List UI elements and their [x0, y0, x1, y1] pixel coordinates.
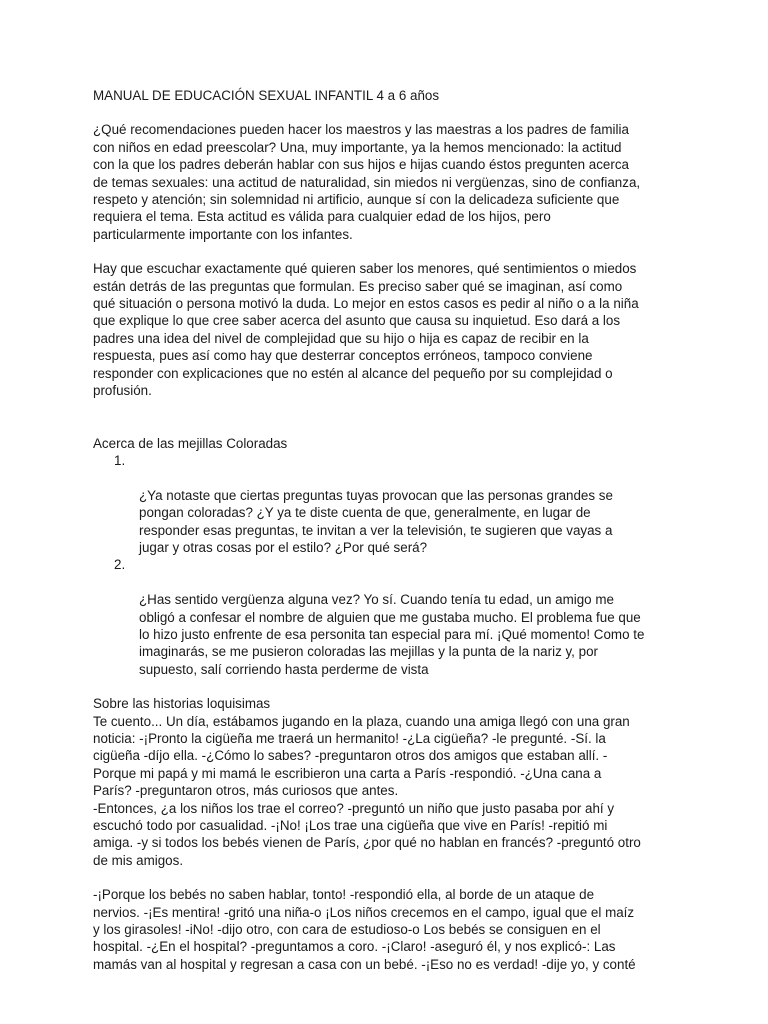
spacer — [93, 869, 688, 886]
list-item-number: 1. — [114, 452, 126, 468]
list-item-text: ¿Ya notaste que ciertas preguntas tuyas provocan que las personas grandes se pongan coloradas? ¿Y ya te diste cuenta de que, generalmente, en lugar de responder esas preguntas, te invitan a ver la televisión, te sugieren que vayas a jugar y otras cosas por el estilo? ¿Por qué será? — [139, 487, 613, 555]
document-page — [93, 87, 688, 973]
numbered-list — [93, 452, 688, 678]
intro-paragraph-1: ¿Qué recomendaciones pueden hacer los maestros y las maestras a los padres de familia con niños en edad preescolar? Una, muy importante, ya la hemos mencionado: la actitud con la que los padres deberán hablar con sus hijos e hijas cuando éstos pregunten acerca de temas sexuales: una actitud de naturalidad, sin miedos ni vergüenzas, sino de confianza, respeto y atención; sin solemnidad ni artificio, aunque sí con la delicadeza suficiente que requiera el tema. Esta actitud es válida para cualquier edad de los hijos, pero particularmente importante con los infantes. — [93, 122, 641, 242]
intro-paragraph-2: Hay que escuchar exactamente qué quieren saber los menores, qué sentimientos o miedos están detrás de las preguntas que formulan. Es preciso saber qué se imaginan, así como qué situación o persona motivó la duda. Lo mejor en estos casos es pedir al niño o a la niña que explique lo que cree saber acerca del asunto que causa su inquietud. Eso dará a los padres una idea del nivel de complejidad que su hijo o hija es capaz de recibir en la respuesta, pues así como hay que desterrar conceptos erróneos, tampoco conviene responder con explicaciones que no estén al alcance del pequeño por su complejidad o profusión. — [93, 261, 639, 399]
list-item-text: ¿Has sentido vergüenza alguna vez? Yo sí. Cuando tenía tu edad, un amigo me obligó a confesar el nombre de alguien que me gustaba mucho. El problema fue que lo hizo justo enfrente de esa personita tan especial para mí. ¡Qué momento! Como te imaginarás, se me pusieron coloradas las mejillas y la punta de la nariz y, por supuesto, salí corriendo hasta perderme de vista — [139, 592, 645, 677]
list-item — [93, 452, 688, 556]
section-heading-historias: Sobre las historias loquisimas — [93, 696, 271, 712]
list-item — [93, 556, 688, 678]
story-paragraph-3: -¡Porque los bebés no saben hablar, tonto! -respondió ella, al borde de un ataque de nervios. -¡Es mentira! -gritó una niña-o ¡Los niños crecemos en el campo, igual que el maíz y los girasoles! -iNo! -dijo otro, con cara de estudioso-o Los bebés se consiguen en el hospital. -¿En el hospital? -preguntamos a coro. -¡Claro! -aseguró él, y nos explicó-: Las mamás van al hospital y regresan a casa con un bebé. -¡Eso no es verdad! -dije yo, y conté — [93, 887, 636, 972]
section-heading-mejillas: Acerca de las mejillas Coloradas — [93, 435, 288, 451]
spacer — [93, 243, 688, 260]
document-title: MANUAL DE EDUCACIÓN SEXUAL INFANTIL 4 a 6 años — [93, 88, 440, 103]
list-item-number: 2. — [114, 557, 126, 573]
spacer — [93, 400, 688, 435]
spacer — [93, 678, 688, 695]
story-paragraph-1: Te cuento... Un día, estábamos jugando en la plaza, cuando una amiga llegó con una gran noticia: -¡Pronto la cigüeña me traerá un hermanito! -¿La cigüeña? -le pregunté. -Sí. la cigüeña -díjo ella. -¿Cómo lo sabes? -preguntaron otros dos amigos que estaban allí. - Porque mi papá y mi mamá le escribieron una carta a París -respondió. -¿Una cana a París? -preguntaron otros, más curiosos que antes. — [93, 713, 630, 799]
story-paragraph-2: -Entonces, ¿a los niños los trae el correo? -preguntó un niño que justo pasaba por ahí y escuchó todo por casualidad. -¡No! ¡Los trae una cigüeña que vive en París! -repitió mi amiga. -y si todos los bebés vienen de París, ¿por qué no hablan en francés? -preguntó otro de mis amigos. — [93, 800, 641, 868]
